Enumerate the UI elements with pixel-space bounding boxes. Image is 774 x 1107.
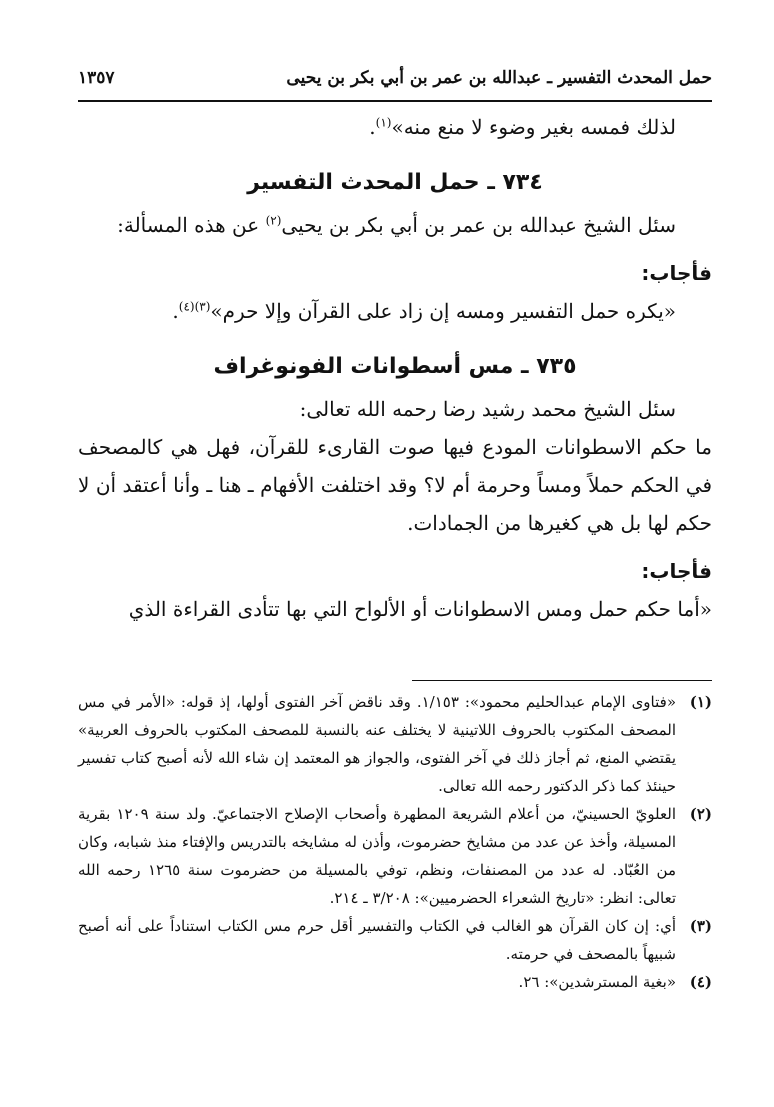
footnote-1 (78, 688, 712, 800)
footnote-text: «بغية المسترشدين»: ٢٦. (518, 973, 676, 991)
question-body-735: ما حكم الاسطوانات المودع فيها صوت القارىء للقرآن، فهل هي كالمصحف في الحكم حملاً ومساً وحرمة أم لا؟ وقد اختلفت الأفهام ـ هنا ـ وأنا أعتقد أن لا حكم لها بل هي كغيرها من الجمادات. (78, 435, 712, 535)
section-heading-735: ٧٣٥ ـ مس أسطوانات الفونوغراف (213, 354, 577, 379)
footnote-4 (78, 968, 712, 996)
footnote-text: العلويّ الحسينيّ، من أعلام الشريعة المطهرة وأصحاب الإصلاح الاجتماعيّ. ولد سنة ١٢٠٩ بقرية المسيلة، وأخذ عن عدد من مشايخ حضرموت، وأذن له مشايخه بالتدريس والإفتاء منذ شبابه، وكان من العُبّاد. له عدد من المصنفات، ونظم، توفي بالمسيلة من حضرموت سنة ١٢٦٥ رحمه الله تعالى: انظر: «تاريخ الشعراء الحضرميين»: ٣/٢٠٨ ـ ٢١٤. (78, 805, 677, 907)
question-tail: عن هذه المسألة: (117, 213, 266, 237)
footnote-2 (78, 800, 712, 912)
section-heading-734: ٧٣٤ ـ حمل المحدث التفسير (247, 170, 543, 195)
answer-label-734: فأجاب: (641, 261, 712, 285)
footnote-text: «فتاوى الإمام عبدالحليم محمود»: ١/١٥٣. وقد ناقض آخر الفتوى أولها، إذ قوله: «الأمر في مس المصحف المكتوب بالحروف اللاتينية لا يختلف عنه بالنسبة للمصحف المكتوب بالحروف العربية» يقتضي المنع، ثم أجاز ذلك في آخر الفتوى، والجواز هو المعتمد إن شاء الله لأنه أصبح كتاب تفسير حينئذ كما ذكر الدكتور رحمه الله تعالى. (78, 693, 676, 795)
answer-label-735: فأجاب: (641, 559, 712, 583)
footnote-divider (412, 680, 712, 681)
footnotes (78, 688, 712, 996)
header-divider (78, 100, 712, 102)
footnote-number: (٣) (689, 917, 712, 935)
running-header (78, 58, 712, 98)
intro-text: لذلك فمسه بغير وضوء لا منع منه» (391, 115, 676, 139)
answer-text: «يكره حمل التفسير ومسه إن زاد على القرآن وإلا حرم» (210, 299, 676, 323)
footnote-number: (٤) (689, 973, 712, 991)
answer-paragraph-734 (78, 292, 712, 330)
footnote-number: (٢) (689, 805, 712, 823)
footnote-ref: (٢) (265, 213, 282, 228)
footnote-ref: (٣)(٤) (178, 299, 211, 314)
page-number: ١٣٥٧ (78, 68, 115, 88)
question-text: سئل الشيخ عبدالله بن عمر بن أبي بكر بن يحيى (281, 213, 676, 237)
question-paragraph-734 (78, 206, 712, 244)
footnote-text: أي: إن كان القرآن هو الغالب في الكتاب والتفسير أقل حرم مس الكتاب استناداً على أنه أصبح شبيهاً بالمصحف في حرمته. (78, 917, 676, 963)
answer-end: . (172, 299, 179, 323)
running-title: حمل المحدث التفسير ـ عبدالله بن عمر بن أبي بكر بن يحيى (286, 68, 712, 88)
footnote-ref: (١) (375, 115, 392, 130)
main-text (78, 108, 712, 628)
intro-paragraph: لذلك فمسه بغير وضوء لا منع منه»$^{(١)}$. (369, 115, 676, 139)
question-intro-735: سئل الشيخ محمد رشيد رضا رحمه الله تعالى: (299, 397, 676, 421)
footnote-number: (١) (689, 693, 712, 711)
answer-paragraph-735: «أما حكم حمل ومس الاسطوانات أو الألواح التي بها تتأدى القراءة الذي (128, 597, 712, 621)
footnote-3 (78, 912, 712, 968)
